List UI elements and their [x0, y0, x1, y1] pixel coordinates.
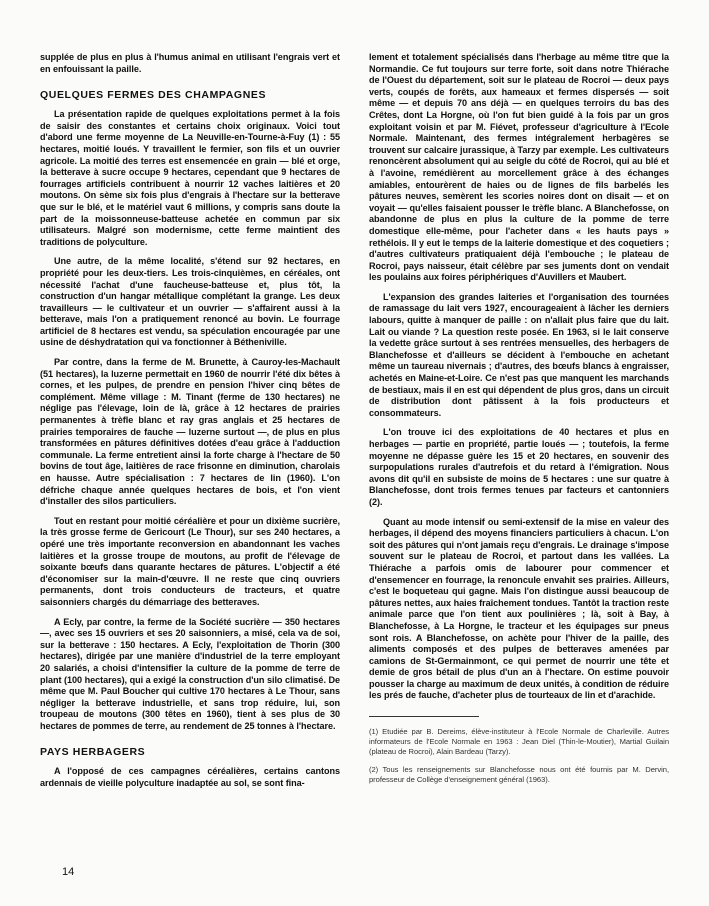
section-heading-champagnes: QUELQUES FERMES DES CHAMPAGNES — [40, 89, 267, 102]
footnote-divider — [369, 716, 479, 717]
paragraph: Tout en restant pour moitié céréalière et pour un dixième sucrière, la très grosse ferme de Gericourt (Le Thour), sur ses 240 hectares, a opéré une très importante reconversion en abandonnant les vaches laitières et la grosse troupe de moutons, au profit de l'élevage de soixante bœufs dans quarante hectares de pâtures. L'objectif a été d'économiser sur la main-d'œuvre. Il ne reste que cinq ouvriers permanents, dont trois conducteurs de tracteurs, et quatre saisonniers chargés du démarriage des betteraves. — [40, 515, 340, 607]
right-column — [369, 52, 669, 793]
paragraph: La présentation rapide de quelques exploitations permet à la fois de saisir des constantes et certains choix originaux. Voici tout d'abord une ferme moyenne de La Neuville-en-Tourne-à-Fuy (1) : 55 hectares, moitié loués. Y travaillent le fermier, son fils et un ouvrier agricole. La moitié des terres est ensemencée en grain — blé et orge, la betterave à sucre occupe 9 hectares, cependant que 9 hectares de fourrages artificiels contribuent à nourrir 12 vaches laitières et 20 moutons. On sème six fois plus d'engrais à l'hectare sur la betterave que sur le blé, et le matériel vaut 6 millions, y compris sans doute la part de la moissonneuse-batteuse achetée en commun par six utilisateurs. Malgré son modernisme, cette ferme maintient des traditions de polyculture. — [40, 109, 340, 247]
footnote: (1) Etudiée par B. Dereims, élève-instituteur à l'Ecole Normale de Charleville. Autres informateurs de l'Ecole Normale en 1963 : Jean Diel (Thin-le-Moutier), Martial Guilain (plateau de Rocroi), Alain Bardeau (Tarzy). — [369, 727, 669, 757]
paragraph: Une autre, de la même localité, s'étend sur 92 hectares, en propriété pour les deux-tiers. Les trois-cinquièmes, en céréales, ont nécessité l'achat d'une faucheuse-batteuse et, plus tôt, la construction d'un hangar métallique complétant la grange. Les deux travailleurs — le cultivateur et un ouvrier — s'affairent aussi à la betterave, mais l'on a pratiquement renoncé au bovin. Le fourrage artificiel de 8 hectares est vendu, sa spéculation encouragée par une usine de déshydratation qui va fonctionner à Bétheniville. — [40, 256, 340, 348]
paragraph: Par contre, dans la ferme de M. Brunette, à Cauroy-les-Machault (51 hectares), la luzerne permettait en 1960 de nourrir l'été dix bêtes à cornes, et les pulpes, de prendre en pension l'hiver cinq bêtes de complément. Même village : M. Tinant (ferme de 130 hectares) ne néglige pas l'élevage, loin de là, grâce à 12 hectares de prairies permanentes à trèfle blanc et ray gras anglais et 25 hectares de prairies temporaires de fauche — luzerne surtout —, de plus en plus transformées en pâtures définitives dotées d'eau grâce à l'adduction communale. La ferme entretient ainsi la forte charge à l'hectare de 50 bovins de tout âge, laitières de race frisonne en diminution, charolais en hausse. Autre spécialisation : 7 hectares de lin (1960). L'on défriche chaque année quelques hectares de bois, et l'on vient d'installer des silos particuliers. — [40, 357, 340, 507]
section-heading-herbagers: PAYS HERBAGERS — [40, 746, 146, 759]
paragraph: A l'opposé de ces campagnes céréalières, certains cantons ardennais de vieille polyculture inadaptée au sol, se sont fina- — [40, 766, 340, 789]
paragraph: Quant au mode intensif ou semi-extensif de la mise en valeur des herbages, il dépend des moyens financiers particuliers à chacun. L'on soit des pâtures qui n'ont jamais reçu d'engrais. Le drainage s'impose souvent sur le plateau de Rocroi, et partout dans les vallées. La Thiérache a parfois omis de labourer pour commencer et d'ensemencer en fourrage, la renoncule envahit ses prairies. Ailleurs, c'est le boqueteau qui gagne. Mais l'on distingue aussi beaucoup de pâtures nettes, aux haies fraîchement tondues. Tantôt la traction reste animale parce que l'on tient aux poulinières ; là, soit à Bay, à Blanchefosse, à La Horgne, le tracteur et les équipages sur pneus sont rois. A Blanchefosse, on achète pour l'hiver de la paille, des aliments composés et des pulpes de betteraves amenées par camions de St-Germainmont, ce qui permet de nourrir une tête et demie de gros bétail de plus d'un an à l'hectare. On estime pouvoir pousser la charge au maximum de deux unités, à condition de réduire les prés de fauche, d'acheter plus de tourteaux de lin et d'arachide. — [369, 516, 669, 701]
paragraph: lement et totalement spécialisés dans l'herbage au même titre que la Normandie. Ce fut toujours sur terre forte, soit dans notre Thiérache de l'Ouest du département, soit sur le plateau de Rocroi — deux pays verts, coupés de forêts, aux hameaux et fermes dispersés — soit même — et depuis 70 ans déjà — en quelques terroirs du bas des Crêtes, dont La Horgne, où l'on fut bien guidé à la fois par un gros exploitant voisin et par M. Fiévet, professeur d'agriculture à l'Ecole Normale. Maintenant, des fermes intégralement herbagères se trouvent sur calcaire jurassique, à Tarzy par exemple. Les cultivateurs renoncèrent absolument qui au seigle du côté de Rocroi, qui au blé et à l'avoine, remédièrent au morcellement grâce à des échanges amiables, entourèrent de haies ou de lignes de fils barbelés les pâtures neuves, semèrent les scories noires dont on disait — et on voyait — qu'elles faisaient pousser le trèfle blanc. A Blanchefosse, on abandonne de plus en plus la culture de la pomme de terre domestique elle-même, pour l'acheter dans « les hauts pays » rethélois. Il y eut le temps de la laiterie domestique et des coquetiers ; d'autres cultivateurs pratiquaient déjà l'embouche ; le plateau de Rocroi, pays naisseur, était célèbre par ses juments dont on vendait les poulains aux foires périphériques d'Auvillers et Maubert. — [369, 52, 669, 283]
left-column — [40, 52, 340, 798]
paragraph: A Ecly, par contre, la ferme de la Société sucrière — 350 hectares —, avec ses 15 ouvriers et ses 20 saisonniers, a misé, cela va de soi, sur la betterave : 150 hectares. A Ecly, l'exploitation de Thorin (300 hectares), dirigée par une manière d'industriel de la terre employant 20 salariés, a choisi d'intensifier la culture de la pomme de terre de plant (100 hectares), qui a exigé la construction d'un silo climatisé. De même que M. Paul Boucher qui cultive 170 hectares à Le Thour, sans négliger la betterave industrielle, et sans trop réduire, lui, son troupeau de moutons (300 têtes en 1960), tient à ses plus de 30 hectares de pommes de terre, au rendement de 25 tonnes à l'hectare. — [40, 616, 340, 731]
paragraph: L'expansion des grandes laiteries et l'organisation des tournées de ramassage du lait vers 1927, encourageaient à lâcher les derniers labours, quitte à manquer de paille : on n'allait plus faire que du lait. Lait ou viande ? La question reste posée. En 1963, si le lait conserve la vedette grâce surtout à ses rentrées mensuelles, des herbagers de Blanchefosse et d'ailleurs se décident à l'embouche en achetant même un taureau nivernais ; d'autres, des bœufs blancs à engraisser, achetés en Maine-et-Loire. Ce n'est pas que manquent les marchands de bestiaux, mais il en est qui dépendent de plus gros, dans un circuit de distribution dont pâtissent à la fois producteurs et consommateurs. — [369, 291, 669, 418]
footnote: (2) Tous les renseignements sur Blanchefosse nous ont été fournis par M. Dervin, professeur de Collège d'enseignement général (1963). — [369, 765, 669, 785]
page-number: 14 — [62, 866, 75, 878]
paragraph: L'on trouve ici des exploitations de 40 hectares et plus en herbages — partie en propriété, partie loués — ; toutefois, la ferme moyenne ne dépasse guère les 15 et 20 hectares, en souvenir des surpopulations rurales d'autrefois et du retard à l'émigration. Nous avons dit qu'il en subsiste de moins de 5 hectares : une sur quatre à Blanchefosse, dont trois fermes tenues par facteurs et cantonniers (2). — [369, 427, 669, 507]
paragraph: supplée de plus en plus à l'humus animal en utilisant l'engrais vert et en enfouissant la paille. — [40, 52, 340, 74]
